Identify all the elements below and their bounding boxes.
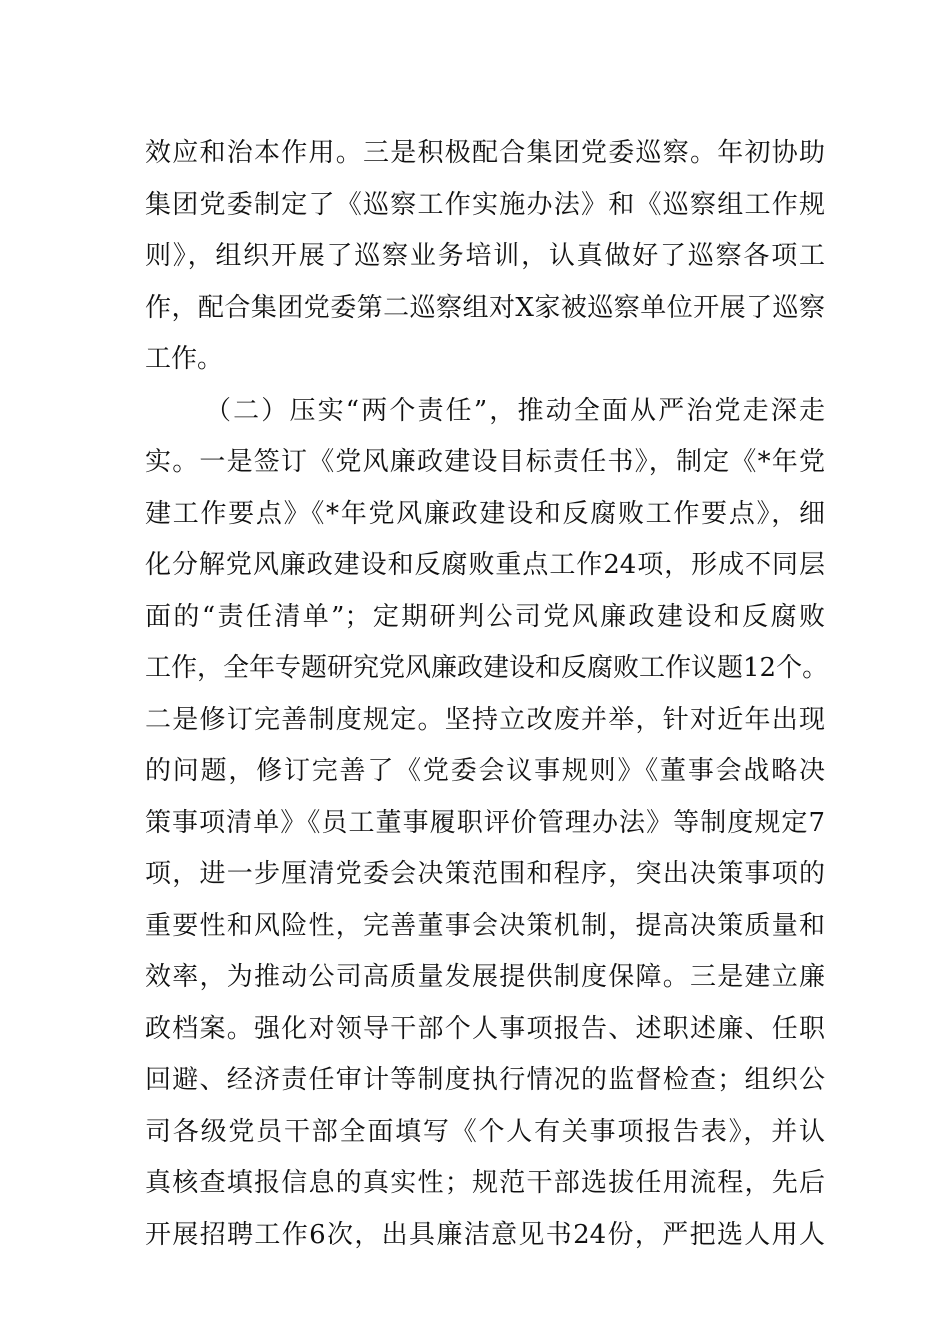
text-line: 的问题，修订完善了《党委会议事规则》《董事会战略决 bbox=[145, 756, 825, 786]
text-line: 工作。 bbox=[145, 344, 224, 374]
text-line: 政档案。强化对领导干部个人事项报告、述职述廉、任职 bbox=[145, 1013, 825, 1044]
text-line: 开展招聘工作6次，出具廉洁意见书24份，严把选人用人 bbox=[145, 1219, 825, 1250]
text-line: 则》，组织开展了巡察业务培训，认真做好了巡察各项工 bbox=[145, 241, 825, 271]
text-line: 策事项清单》《员工董事履职评价管理办法》等制度规定7 bbox=[145, 807, 825, 838]
section-heading-line: （二）压实“两个责任”，推动全面从严治党走深走 bbox=[205, 395, 825, 426]
text-line: 集团党委制定了《巡察工作实施办法》和《巡察组工作规 bbox=[145, 189, 825, 220]
text-line: 建工作要点》《*年党风廉政建设和反腐败工作要点》，细 bbox=[145, 498, 825, 529]
body-text bbox=[145, 128, 829, 1261]
text-line: 效率，为推动公司高质量发展提供制度保障。三是建立廉 bbox=[145, 962, 825, 992]
text-line: 司各级党员干部全面填写《个人有关事项报告表》，并认 bbox=[145, 1116, 825, 1147]
text-line: 回避、经济责任审计等制度执行情况的监督检查；组织公 bbox=[145, 1065, 825, 1095]
text-line: 重要性和风险性，完善董事会决策机制，提高决策质量和 bbox=[145, 910, 825, 941]
text-line: 化分解党风廉政建设和反腐败重点工作24项，形成不同层 bbox=[145, 550, 825, 580]
text-line: 二是修订完善制度规定。坚持立改废并举，针对近年出现 bbox=[145, 704, 825, 735]
text-line: 效应和治本作用。三是积极配合集团党委巡察。年初协助 bbox=[145, 138, 825, 168]
text-line: 实。一是签订《党风廉政建设目标责任书》，制定《*年党 bbox=[145, 447, 825, 477]
text-line: 面的“责任清单”；定期研判公司党风廉政建设和反腐败 bbox=[145, 601, 825, 632]
text-line: 工作，全年专题研究党风廉政建设和反腐败工作议题12个。 bbox=[145, 653, 829, 683]
text-line: 项，进一步厘清党委会决策范围和程序，突出决策事项的 bbox=[145, 859, 825, 889]
text-line: 作，配合集团党委第二巡察组对X家被巡察单位开展了巡察 bbox=[145, 292, 825, 323]
text-line: 真核查填报信息的真实性；规范干部选拔任用流程，先后 bbox=[145, 1168, 825, 1198]
